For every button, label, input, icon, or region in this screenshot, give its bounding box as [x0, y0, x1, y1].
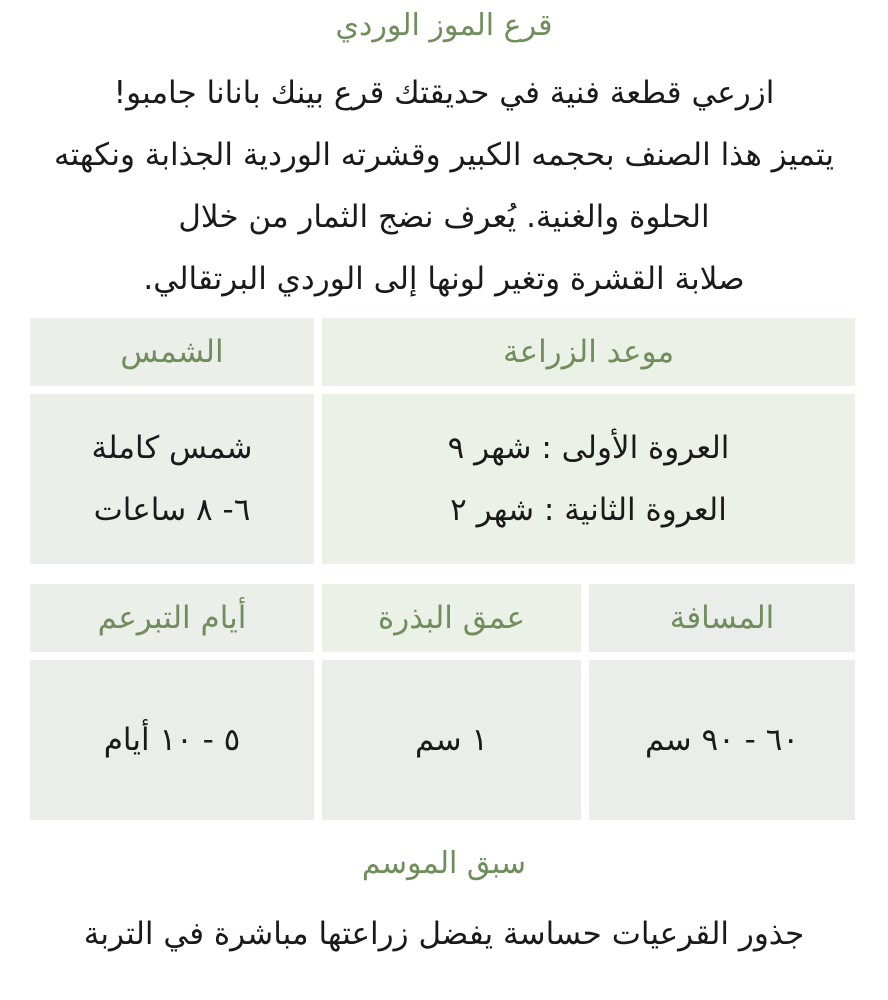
planting-first-season: العروة الأولى : شهر ٩ — [447, 430, 730, 466]
intro-line: يتميز هذا الصنف بحجمه الكبير وقشرته الوردية الجذابة ونكهته — [53, 137, 835, 173]
germination-days-value: ٥ - ١٠ أيام — [103, 722, 241, 758]
sun-value: شمس كاملة — [91, 430, 253, 466]
spacing-cell — [589, 660, 855, 820]
seed-depth-cell — [322, 660, 581, 820]
sun-header — [30, 318, 314, 386]
planting-second-season: العروة الثانية : شهر ٢ — [450, 492, 727, 528]
seed-depth-value: ١ سم — [414, 722, 489, 758]
planting-time-header-label: موعد الزراعة — [502, 334, 675, 370]
page-title: قرع الموز الوردي — [335, 8, 553, 43]
intro-paragraph — [0, 62, 888, 310]
season-title: سبق الموسم — [361, 846, 527, 881]
germination-days-header-label: أيام التبرعم — [97, 600, 247, 636]
sun-cell — [30, 394, 314, 564]
seed-depth-header — [322, 584, 581, 652]
season-text: جذور القرعيات حساسة يفضل زراعتها مباشرة في التربة — [83, 916, 805, 952]
planting-time-header — [322, 318, 855, 386]
planting-time-cell — [322, 394, 855, 564]
spacing-header-label: المسافة — [669, 600, 775, 636]
germination-days-header — [30, 584, 314, 652]
sun-header-label: الشمس — [120, 334, 224, 370]
intro-line: الحلوة والغنية. يُعرف نضج الثمار من خلال — [178, 199, 710, 235]
germination-days-cell — [30, 660, 314, 820]
intro-line: ازرعي قطعة فنية في حديقتك قرع بينك بانانا جامبو! — [113, 75, 775, 111]
intro-line: صلابة القشرة وتغير لونها إلى الوردي البرتقالي. — [143, 261, 745, 297]
seed-depth-header-label: عمق البذرة — [377, 600, 526, 636]
sun-hours: ٦- ٨ ساعات — [93, 492, 251, 528]
spacing-header — [589, 584, 855, 652]
spacing-value: ٦٠ - ٩٠ سم — [645, 722, 799, 758]
